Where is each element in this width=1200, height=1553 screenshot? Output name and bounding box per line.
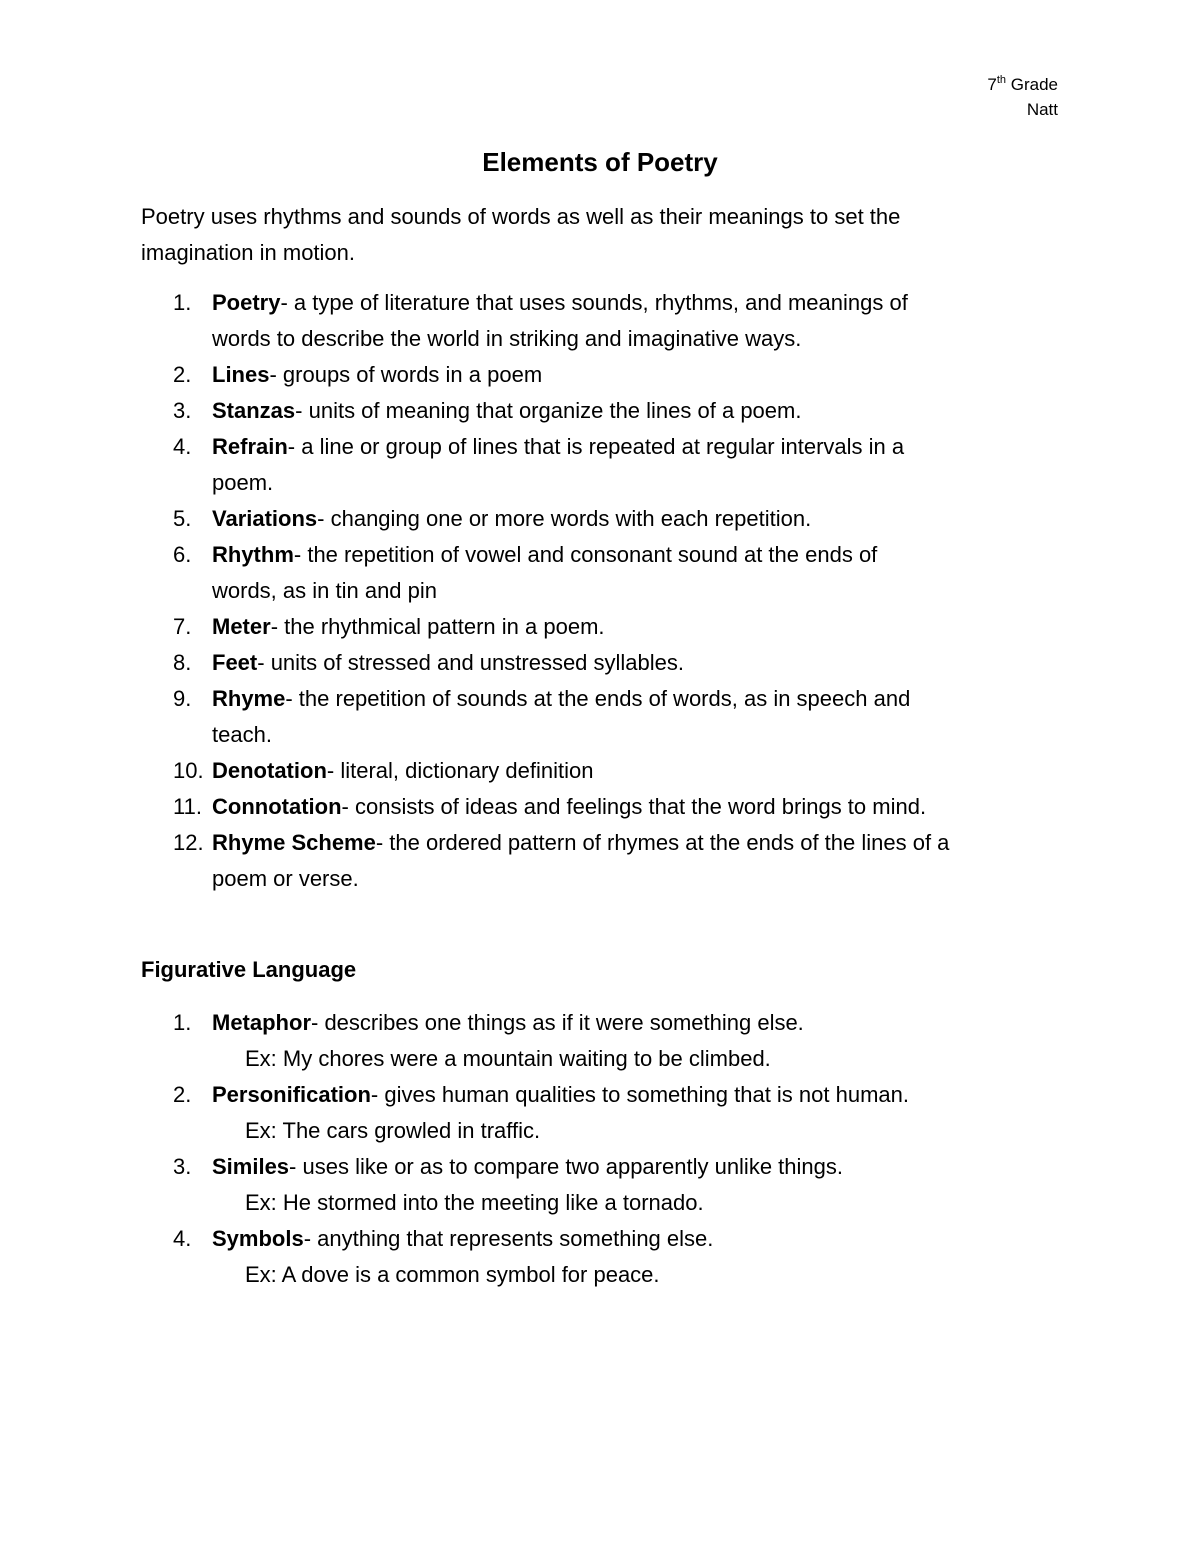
item-definition: - describes one things as if it were something else.	[311, 1010, 804, 1035]
list-item	[0, 789, 1082, 825]
item-example: Ex: The cars growled in traffic.	[245, 1118, 541, 1143]
list-item	[0, 285, 1082, 357]
item-definition: - the ordered pattern of rhymes at the ends of the lines of a	[375, 830, 950, 855]
list-item	[0, 753, 1082, 789]
list-item	[0, 537, 1082, 609]
item-term: Meter	[212, 614, 271, 639]
item-number: 11.	[173, 794, 202, 819]
list-item	[0, 501, 1082, 537]
header-block	[987, 72, 1058, 122]
item-number: 12.	[173, 830, 204, 855]
list-item	[0, 1005, 1082, 1041]
item-continuation: words, as in tin and pin	[212, 578, 438, 603]
item-definition: - the repetition of sounds at the ends of words, as in speech and	[285, 686, 911, 711]
figurative-list	[0, 1005, 1200, 1293]
item-term: Feet	[212, 650, 258, 675]
intro-line-2: imagination in motion.	[141, 240, 356, 265]
item-term: Variations	[212, 506, 318, 531]
item-term: Rhyme	[212, 686, 286, 711]
item-number: 6.	[173, 542, 192, 567]
item-definition: - units of meaning that organize the lines of a poem.	[295, 398, 802, 423]
item-term: Rhyme Scheme	[212, 830, 376, 855]
item-number: 9.	[173, 686, 192, 711]
item-number: 4.	[173, 434, 192, 459]
intro-paragraph	[141, 199, 1041, 271]
list-item	[0, 357, 1082, 393]
item-term: Stanzas	[212, 398, 296, 423]
item-term: Symbols	[212, 1226, 304, 1251]
item-definition: - changing one or more words with each repetition.	[317, 506, 812, 531]
item-number: 3.	[173, 398, 192, 423]
item-definition: - the repetition of vowel and consonant sound at the ends of	[293, 542, 878, 567]
item-number: 10.	[173, 758, 204, 783]
item-number: 1.	[173, 290, 192, 315]
teacher-name: Natt	[1026, 100, 1058, 119]
item-definition: - consists of ideas and feelings that the word brings to mind.	[341, 794, 927, 819]
list-item	[0, 825, 1082, 897]
elements-list	[0, 285, 1200, 897]
item-definition: - uses like or as to compare two apparently unlike things.	[289, 1154, 843, 1179]
page-title: Elements of Poetry	[482, 147, 718, 177]
item-term: Metaphor	[212, 1010, 311, 1035]
item-example: Ex: My chores were a mountain waiting to be climbed.	[245, 1046, 771, 1071]
list-item	[0, 645, 1082, 681]
item-definition: - a type of literature that uses sounds, rhythms, and meanings of	[280, 290, 908, 315]
item-definition: - anything that represents something else.	[303, 1226, 714, 1251]
grade-word: Grade	[1010, 75, 1058, 94]
item-definition: - gives human qualities to something that is not human.	[370, 1082, 909, 1107]
item-number: 3.	[173, 1154, 192, 1179]
item-definition: - groups of words in a poem	[269, 362, 543, 387]
item-number: 8.	[173, 650, 192, 675]
item-number: 2.	[173, 362, 192, 387]
grade-line	[987, 72, 1058, 97]
intro-line-1: Poetry uses rhythms and sounds of words as well as their meanings to set the	[141, 204, 901, 229]
item-term: Personification	[212, 1082, 371, 1107]
item-definition: - a line or group of lines that is repeated at regular intervals in a	[287, 434, 905, 459]
item-term: Lines	[212, 362, 270, 387]
item-term: Refrain	[212, 434, 288, 459]
grade-suffix: th	[996, 74, 1007, 86]
item-continuation: poem or verse.	[212, 866, 359, 891]
item-continuation: poem.	[212, 470, 274, 495]
list-item	[0, 1149, 1082, 1185]
list-item	[0, 1077, 1082, 1113]
item-number: 5.	[173, 506, 192, 531]
item-term: Connotation	[212, 794, 342, 819]
figurative-language-heading: Figurative Language	[141, 957, 357, 982]
item-number: 7.	[173, 614, 192, 639]
item-example: Ex: A dove is a common symbol for peace.	[245, 1262, 660, 1287]
item-number: 1.	[173, 1010, 192, 1035]
item-number: 2.	[173, 1082, 192, 1107]
grade-number: 7	[987, 75, 997, 94]
list-item	[0, 681, 1082, 753]
item-term: Poetry	[212, 290, 281, 315]
item-definition: - literal, dictionary definition	[326, 758, 594, 783]
item-continuation: words to describe the world in striking and imaginative ways.	[212, 326, 802, 351]
item-definition: - units of stressed and unstressed syllables.	[257, 650, 685, 675]
item-definition: - the rhythmical pattern in a poem.	[270, 614, 605, 639]
item-continuation: teach.	[212, 722, 272, 747]
list-item	[0, 1221, 1082, 1257]
item-term: Rhythm	[212, 542, 294, 567]
list-item	[0, 429, 1082, 501]
list-item	[0, 393, 1082, 429]
list-item	[0, 609, 1082, 645]
item-term: Denotation	[212, 758, 327, 783]
item-term: Similes	[212, 1154, 290, 1179]
item-example: Ex: He stormed into the meeting like a tornado.	[245, 1190, 704, 1215]
item-number: 4.	[173, 1226, 192, 1251]
